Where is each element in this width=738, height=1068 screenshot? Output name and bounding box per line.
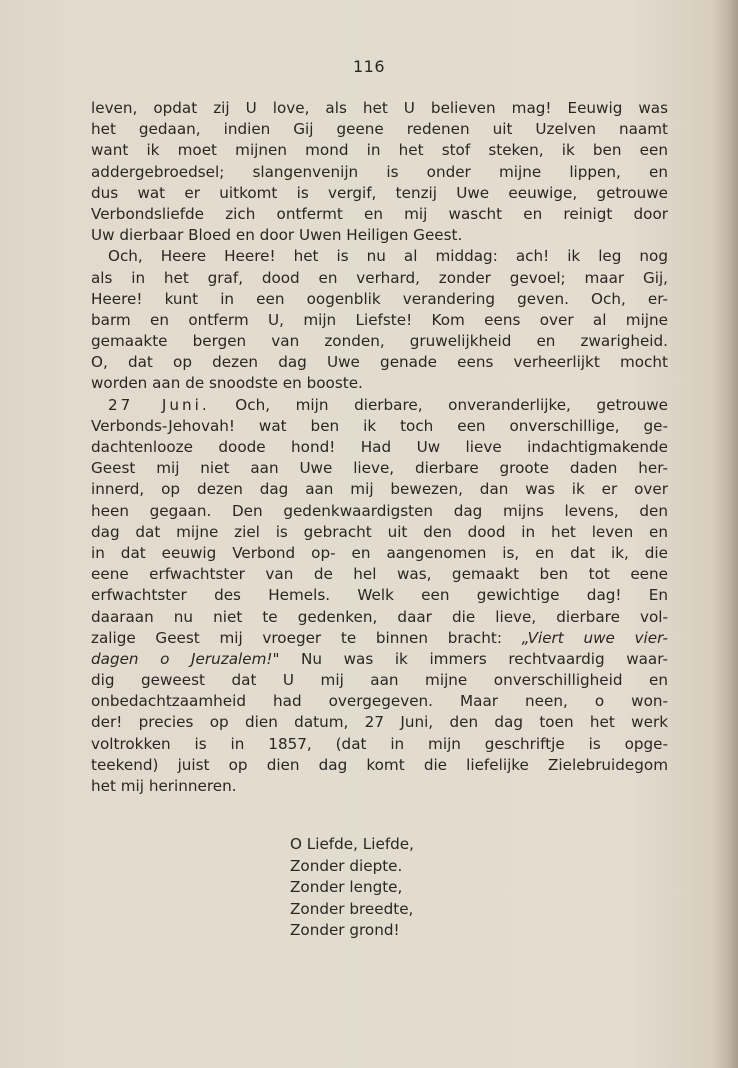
text-fragment: Nu was ik immers rechtvaardig waar- <box>301 649 668 668</box>
text-line: in dat eeuwig Verbond op- en aangenomen is, en dat ik, die <box>91 543 668 562</box>
text-line: als in het graf, dood en verhard, zonder gevoel; maar Gij, <box>91 268 668 287</box>
poem-line: Zonder breedte, <box>290 899 414 918</box>
text-line: barm en ontferm U, mijn Liefste! Kom eens over al mijne <box>91 310 668 329</box>
poem-line: Zonder lengte, <box>290 878 403 897</box>
page-edge-shadow <box>712 0 738 1068</box>
text-line: Och, Heere Heere! het is nu al middag: ach! ik leg nog <box>108 247 668 266</box>
text-fragment: zalige Geest mij vroeger te binnen bracht: <box>91 628 502 647</box>
page-number: 116 <box>352 57 386 76</box>
quote-text: dagen o Jeruzalem!" <box>91 649 280 668</box>
text-line: onbedachtzaamheid had overgegeven. Maar neen, o won- <box>91 692 668 711</box>
text-line: addergebroedsel; slangenvenijn is onder mijne lippen, en <box>91 162 668 181</box>
text-line: der! precies op dien datum, 27 Juni, den dag toen het werk <box>91 713 668 732</box>
poem-line: Zonder grond! <box>290 921 400 940</box>
quote-text: „Viert uwe vier- <box>521 628 669 647</box>
text-line: Verbondsliefde zich ontfermt en mij wascht en reinigt door <box>91 204 668 223</box>
text-line <box>91 649 668 670</box>
text-fragment: Och, mijn dierbare, onveranderlijke, getrouwe <box>235 395 669 414</box>
text-line: heen gegaan. Den gedenkwaardigsten dag mijns levens, den <box>91 501 668 520</box>
poem <box>290 834 414 942</box>
text-line: dus wat er uitkomt is vergif, tenzij Uwe eeuwige, getrouwe <box>91 183 668 202</box>
text-line: dig geweest dat U mij aan mijne onverschilligheid en <box>91 671 668 690</box>
text-line: want ik moet mijnen mond in het stof steken, ik ben een <box>91 141 668 160</box>
text-line: O, dat op dezen dag Uwe genade eens verheerlijkt mocht <box>91 353 668 372</box>
poem-line: O Liefde, Liefde, <box>290 835 414 853</box>
text-line: voltrokken is in 1857, (dat in mijn geschriftje is opge- <box>91 734 668 753</box>
text-line: gemaakte bergen van zonden, gruwelijkheid en zwarigheid. <box>91 332 668 351</box>
text-line: erfwachtster des Hemels. Welk een gewichtige dag! En <box>91 586 668 605</box>
text-line: dachtenlooze doode hond! Had Uw lieve indachtigmakende <box>91 438 668 456</box>
text-line: Geest mij niet aan Uwe lieve, dierbare groote daden her- <box>91 459 668 478</box>
poem-line: Zonder diepte. <box>290 856 403 875</box>
text-line: innerd, op dezen dag aan mij bewezen, dan was ik er over <box>91 480 668 499</box>
text-line <box>91 395 668 416</box>
text-line: Uw dierbaar Bloed en door Uwen Heiligen Geest. <box>91 226 463 245</box>
text-line <box>91 628 668 649</box>
text-line: Verbonds-Jehovah! wat ben ik toch een onverschillige, ge- <box>91 416 668 435</box>
text-line: leven, opdat zij U love, als het U believen mag! Eeuwig was <box>91 99 668 117</box>
text-line: worden aan de snoodste en booste. <box>91 374 363 393</box>
text-line: Heere! kunt in een oogenblik verandering geven. Och, er- <box>91 289 668 308</box>
entry-date: 27 Juni. <box>108 395 210 414</box>
text-line: dag dat mijne ziel is gebracht uit den dood in het leven en <box>91 522 668 541</box>
text-line: het mij herinneren. <box>91 777 237 795</box>
text-line: daaraan nu niet te gedenken, daar die lieve, dierbare vol- <box>91 607 668 626</box>
text-line: eene erfwachtster van de hel was, gemaakt ben tot eene <box>91 565 668 584</box>
body-text <box>91 98 668 797</box>
text-line: teekend) juist op dien dag komt die liefelijke Zielebruidegom <box>91 755 668 774</box>
text-line: het gedaan, indien Gij geene redenen uit Uzelven naamt <box>91 120 668 139</box>
